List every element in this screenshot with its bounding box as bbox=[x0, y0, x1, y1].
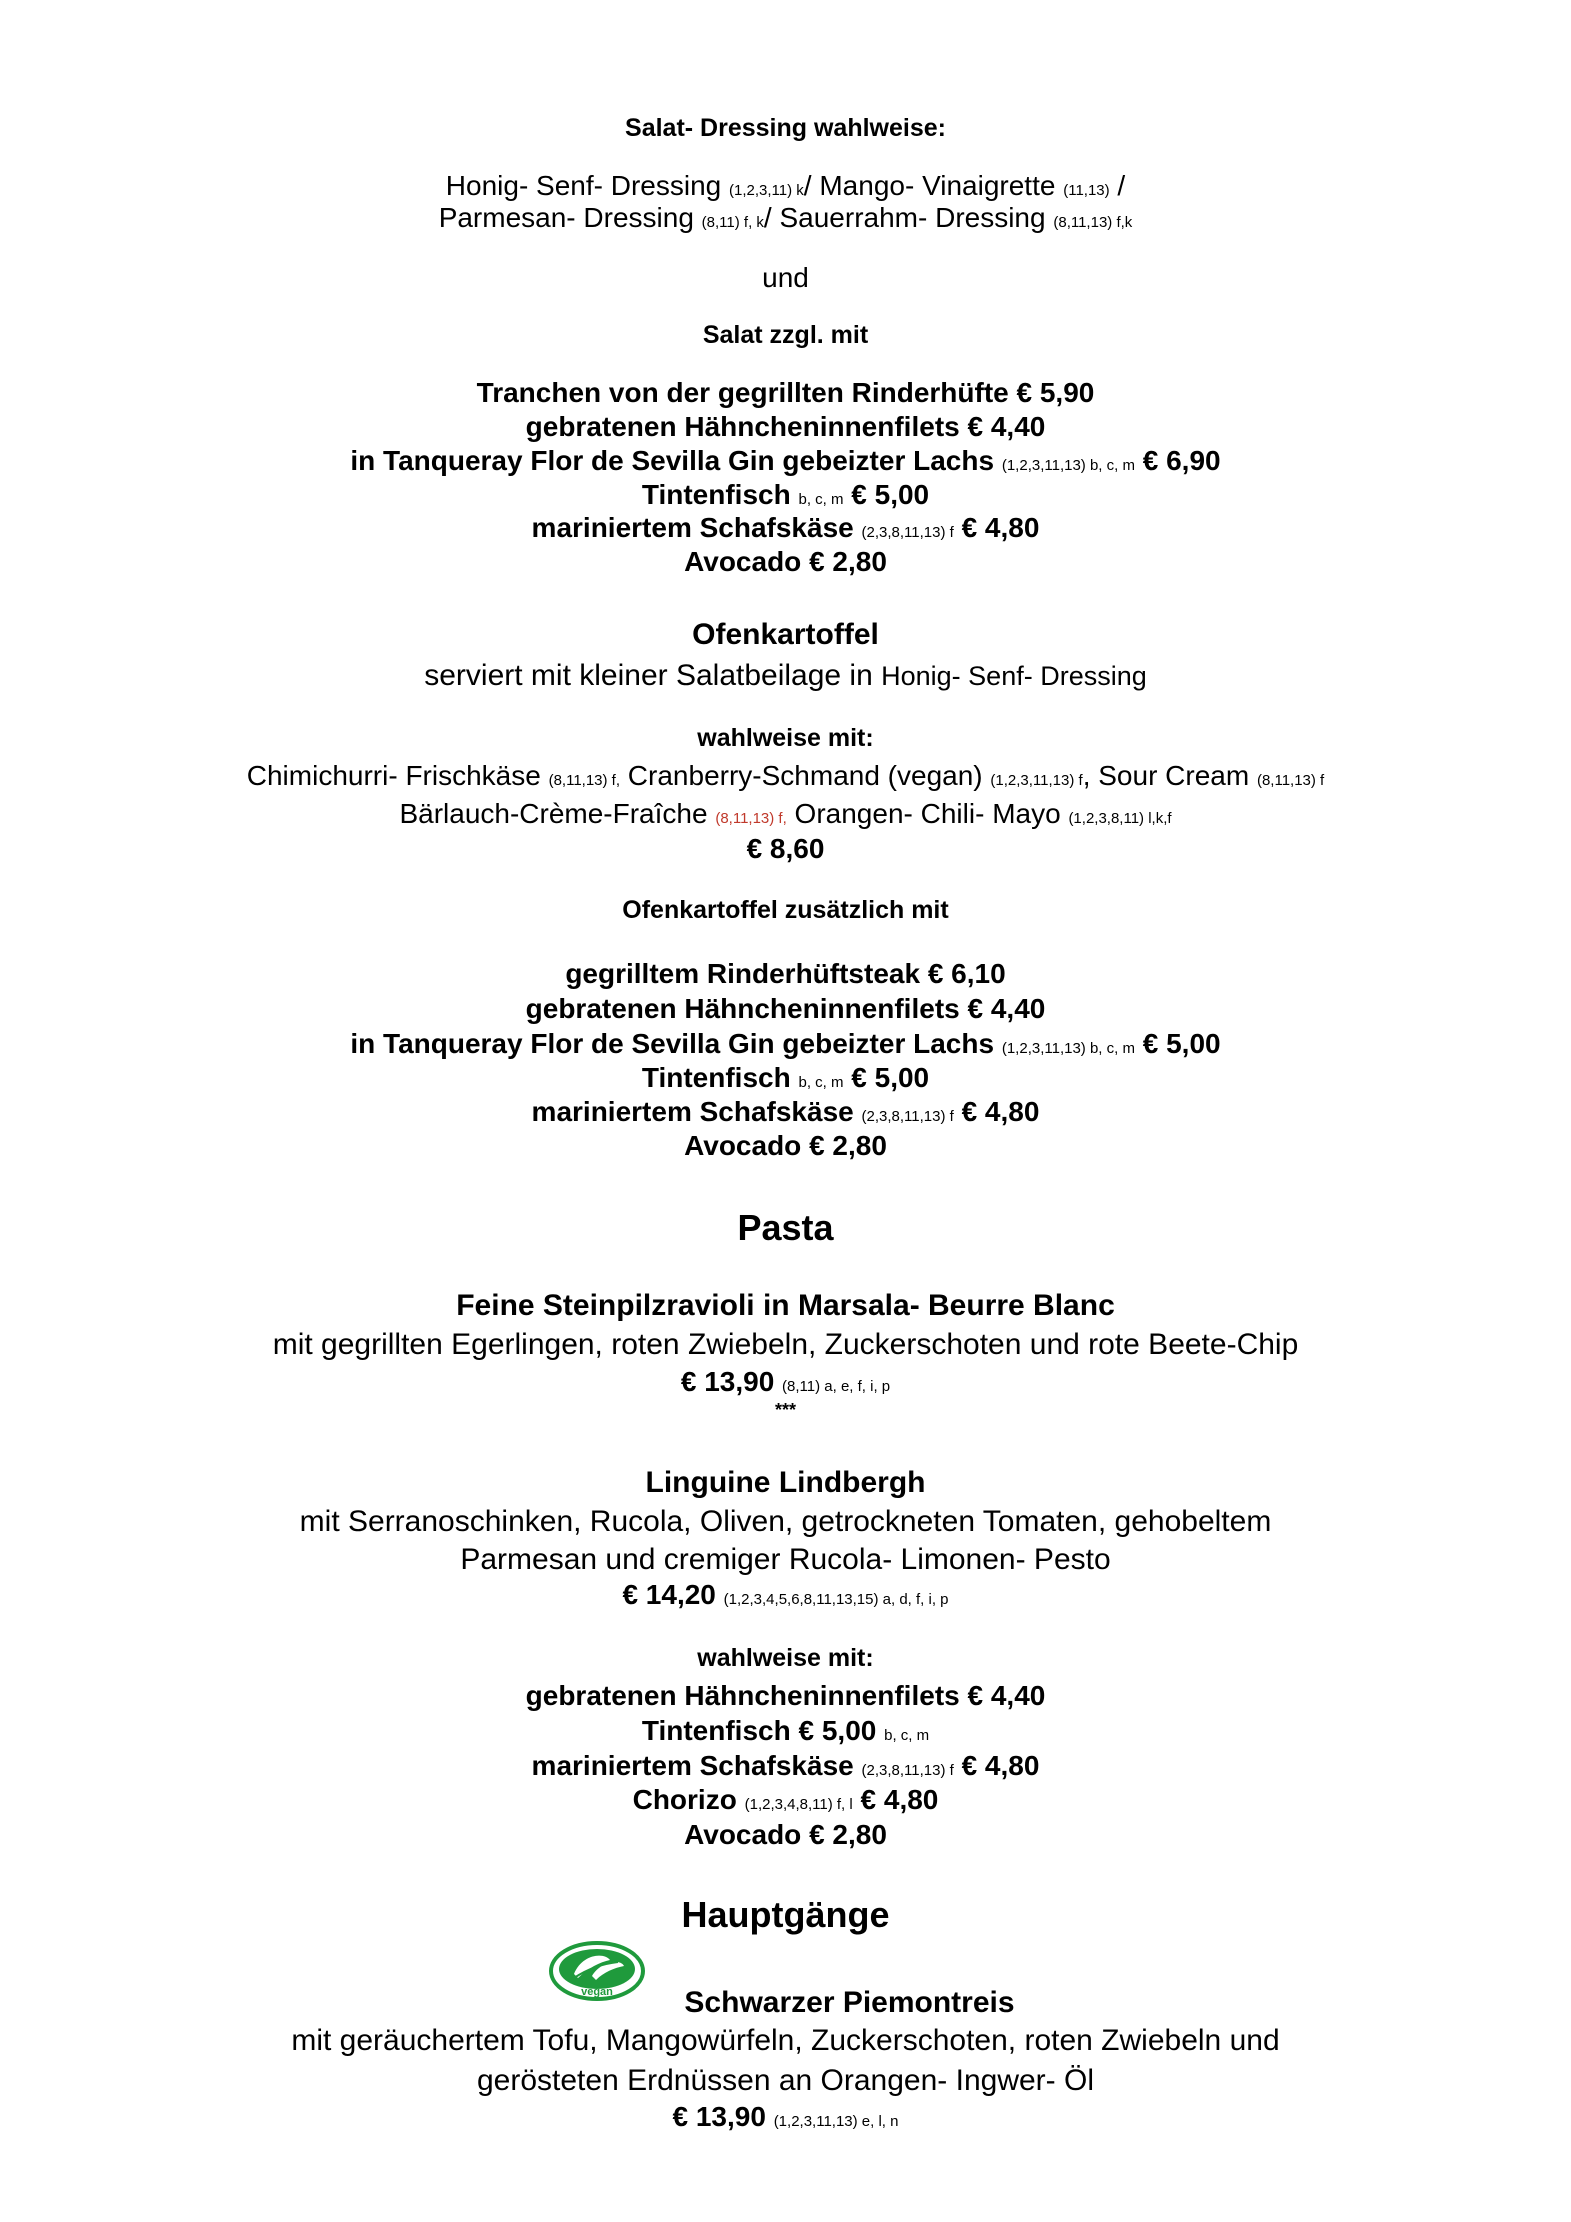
pasta-heading: Pasta bbox=[737, 1207, 834, 1248]
dressing-sauerrahm: / Sauerrahm- Dressing bbox=[763, 202, 1046, 233]
linguine-price-line bbox=[0, 1581, 1571, 1609]
salat-extra-item: gebratenen Hähncheninnenfilets € 4,40 bbox=[525, 411, 1046, 442]
pasta-extra-item: gebratenen Hähncheninnenfilets € 4,40 bbox=[525, 1680, 1046, 1711]
separator-slash: / bbox=[1109, 170, 1126, 201]
allergen-codes: (8,11,13) f bbox=[1256, 772, 1325, 789]
dressing-mango: / Mango- Vinaigrette bbox=[803, 170, 1056, 201]
allergen-codes: (1,2,3,4,5,6,8,11,13,15) a, d, f, i, p bbox=[723, 1591, 949, 1608]
salat-extra-item: Avocado € 2,80 bbox=[684, 546, 887, 577]
piemontreis-desc-2: gerösteten Erdnüssen an Orangen- Ingwer- Öl bbox=[476, 2064, 1094, 2097]
pasta-extra-item: Chorizo (1,2,3,4,8,11) f, l € 4,80 bbox=[632, 1784, 939, 1815]
allergen-codes: (8,11,13) f,k bbox=[1053, 214, 1133, 231]
salat-extra-item: mariniertem Schafskäse (2,3,8,11,13) f € 4,80 bbox=[531, 512, 1040, 543]
ofenkartoffel-price: € 8,60 bbox=[746, 833, 825, 864]
allergen-codes: (8,11) f, k bbox=[701, 214, 764, 231]
ofenkartoffel-options-line-2: Bärlauch-Crème-Fraîche (8,11,13) f, Orangen- Chili- Mayo (1,2,3,8,11) l,k,f bbox=[399, 798, 1172, 829]
separator-stars: *** bbox=[774, 1400, 796, 1420]
piemontreis-price: € 13,90 bbox=[672, 2101, 766, 2132]
allergen-codes: (8,11,13) f, bbox=[715, 810, 787, 827]
allergen-codes: (1,2,3,8,11) l,k,f bbox=[1068, 810, 1172, 827]
allergen-codes: (1,2,3,11,13) e, l, n bbox=[773, 2113, 899, 2130]
ofenkartoffel-extras-title: Ofenkartoffel zusätzlich mit bbox=[622, 896, 949, 924]
dressing-line-1 bbox=[0, 172, 1571, 200]
allergen-codes: b, c, m bbox=[798, 1074, 844, 1091]
allergen-codes: (11,13) bbox=[1063, 182, 1110, 199]
ofenkartoffel-wahl-title: wahlweise mit: bbox=[697, 724, 874, 752]
linguine-price: € 14,20 bbox=[622, 1579, 716, 1610]
ofenkartoffel-title: Ofenkartoffel bbox=[692, 618, 879, 651]
piemontreis-price-line bbox=[0, 2103, 1571, 2131]
allergen-codes: (8,11,13) f, bbox=[548, 772, 621, 789]
salat-extras-title: Salat zzgl. mit bbox=[702, 321, 869, 349]
allergen-codes: (1,2,3,4,8,11) f, l bbox=[744, 1796, 853, 1813]
allergen-codes: (2,3,8,11,13) f bbox=[861, 1762, 954, 1779]
linguine-desc-1: mit Serranoschinken, Rucola, Oliven, getrockneten Tomaten, gehobeltem bbox=[299, 1505, 1272, 1538]
piemontreis-desc-1: mit geräuchertem Tofu, Mangowürfeln, Zuckerschoten, roten Zwiebeln und bbox=[291, 2024, 1280, 2057]
ofenkartoffel-desc: serviert mit kleiner Salatbeilage in Honig- Senf- Dressing bbox=[424, 659, 1147, 692]
ofenkartoffel-extra-item: gebratenen Hähncheninnenfilets € 4,40 bbox=[525, 993, 1046, 1024]
und-text: und bbox=[762, 262, 809, 293]
ravioli-desc: mit gegrillten Egerlingen, roten Zwiebeln, Zuckerschoten und rote Beete-Chip bbox=[272, 1328, 1299, 1361]
salat-extra-item: in Tanqueray Flor de Sevilla Gin gebeizter Lachs (1,2,3,11,13) b, c, m € 6,90 bbox=[350, 445, 1221, 476]
linguine-title: Linguine Lindbergh bbox=[645, 1466, 926, 1499]
pasta-extra-item: Avocado € 2,80 bbox=[684, 1819, 887, 1850]
ofenkartoffel-extra-item: mariniertem Schafskäse (2,3,8,11,13) f € 4,80 bbox=[531, 1096, 1040, 1127]
allergen-codes: (1,2,3,11) k bbox=[729, 182, 804, 199]
ravioli-price: € 13,90 bbox=[680, 1366, 775, 1397]
allergen-codes: (8,11) a, e, f, i, p bbox=[782, 1378, 891, 1395]
pasta-wahl-title: wahlweise mit: bbox=[697, 1644, 874, 1672]
piemontreis-title: Schwarzer Piemontreis bbox=[684, 1986, 1015, 2019]
linguine-desc-2: Parmesan und cremiger Rucola- Limonen- Pesto bbox=[460, 1543, 1111, 1576]
allergen-codes: (2,3,8,11,13) f bbox=[861, 1108, 954, 1125]
ofenkartoffel-extra-item: Tintenfisch b, c, m € 5,00 bbox=[641, 1062, 930, 1093]
vegan-logo-label: vegan bbox=[581, 1986, 613, 1998]
pasta-extra-item: mariniertem Schafskäse (2,3,8,11,13) f € 4,80 bbox=[531, 1750, 1040, 1781]
ofenkartoffel-options-line-1: Chimichurri- Frischkäse (8,11,13) f, Cranberry-Schmand (vegan) (1,2,3,11,13) f, Sour Cream (8,11,13) f bbox=[246, 760, 1325, 791]
ofenkartoffel-extra-item: in Tanqueray Flor de Sevilla Gin gebeizter Lachs (1,2,3,11,13) b, c, m € 5,00 bbox=[350, 1028, 1221, 1059]
dressing-title: Salat- Dressing wahlweise: bbox=[625, 114, 946, 142]
allergen-codes: (2,3,8,11,13) f bbox=[861, 524, 954, 541]
ofenkartoffel-extra-item: Avocado € 2,80 bbox=[684, 1130, 887, 1161]
dressing-line-2 bbox=[0, 204, 1571, 232]
dressing-honig: Honig- Senf- Dressing bbox=[445, 170, 722, 201]
ravioli-price-line bbox=[0, 1368, 1571, 1396]
dressing-parmesan: Parmesan- Dressing bbox=[438, 202, 694, 233]
pasta-extra-item: Tintenfisch € 5,00 b, c, m bbox=[641, 1715, 930, 1746]
salat-extra-item: Tintenfisch b, c, m € 5,00 bbox=[641, 479, 930, 510]
salat-extra-item: Tranchen von der gegrillten Rinderhüfte € 5,90 bbox=[476, 377, 1095, 408]
allergen-codes: (1,2,3,11,13) b, c, m bbox=[1001, 457, 1135, 474]
allergen-codes: (1,2,3,11,13) b, c, m bbox=[1001, 1040, 1135, 1057]
hauptgaenge-heading: Hauptgänge bbox=[681, 1894, 890, 1935]
allergen-codes: b, c, m bbox=[884, 1727, 930, 1744]
ravioli-title: Feine Steinpilzravioli in Marsala- Beurre Blanc bbox=[456, 1289, 1115, 1322]
allergen-codes: (1,2,3,11,13) f bbox=[990, 772, 1083, 789]
ofenkartoffel-extra-item: gegrilltem Rinderhüftsteak € 6,10 bbox=[565, 958, 1006, 989]
allergen-codes: b, c, m bbox=[798, 491, 844, 508]
